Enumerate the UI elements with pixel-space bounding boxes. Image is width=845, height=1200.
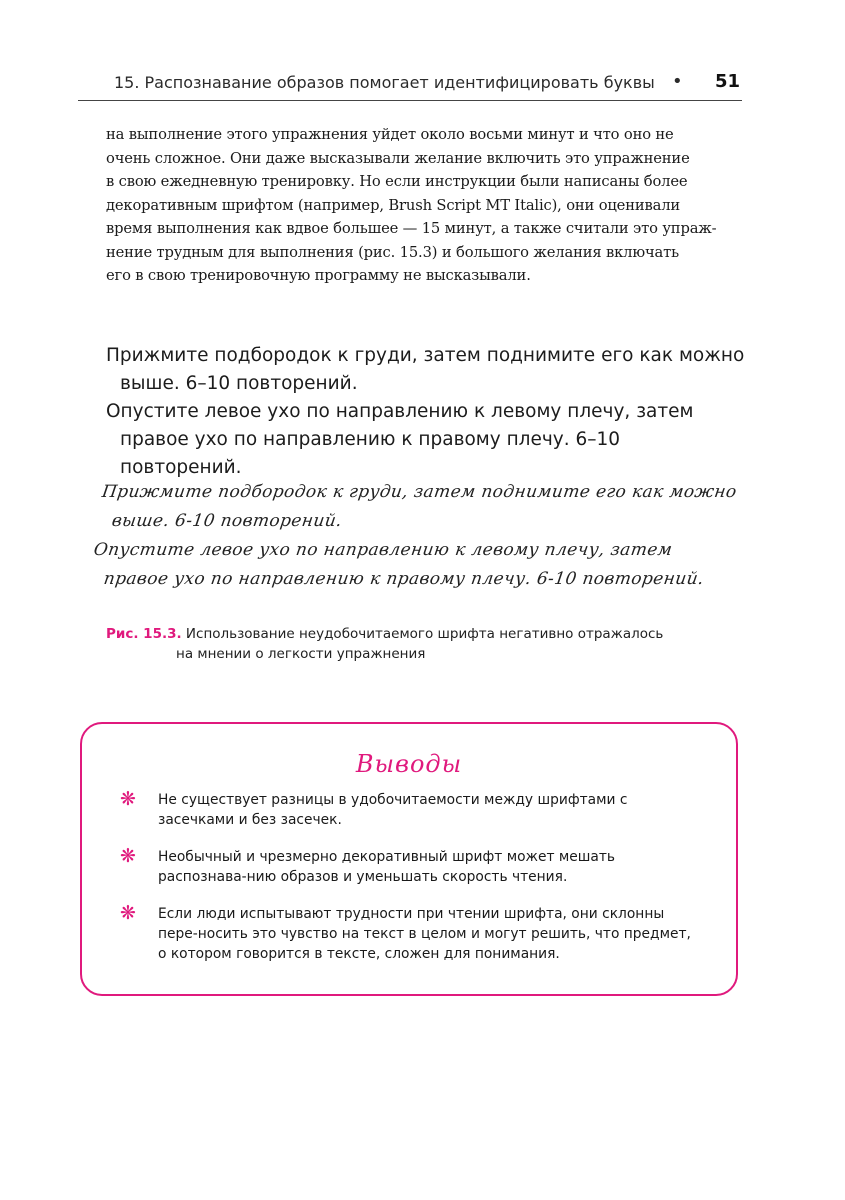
sans-sample-paragraph: Прижмите подбородок к груди, затем поднимите его как можно выше. 6–10 повторений.	[106, 345, 745, 394]
summary-item	[120, 904, 700, 964]
header-bullet: •	[672, 71, 683, 92]
body-line: его в свою тренировочную программу не высказывали.	[106, 267, 531, 284]
body-line: время выполнения как вдвое большее — 15 минут, а также считали это упраж-	[106, 220, 717, 237]
sans-sample-paragraph: Опустите левое ухо по направлению к левому плечу, затем правое ухо по направлению к правому плечу. 6–10 повторений.	[106, 401, 694, 478]
figure-script-sample	[88, 478, 744, 594]
body-line: очень сложное. Они даже высказывали желание включить это упражнение	[106, 149, 690, 167]
body-line: на выполнение этого упражнения уйдет около восьми минут и что оно не	[106, 126, 674, 143]
figure-sans-sample	[106, 342, 746, 482]
body-paragraph	[106, 123, 742, 288]
caption-label: Рис. 15.3.	[106, 626, 182, 642]
summary-item-text: Не существует разницы в удобочитаемости между шрифтами с засечками и без засечек.	[158, 792, 628, 828]
running-header	[78, 62, 742, 101]
summary-box	[80, 722, 738, 996]
caption-text-line2: на мнении о легкости упражнения	[176, 646, 426, 662]
page-number: 51	[714, 71, 740, 92]
summary-item	[120, 790, 700, 830]
summary-item	[120, 847, 700, 887]
summary-item-text: Если люди испытывают трудности при чтении шрифта, они склонны пере-носить это чувство на текст в целом и могут решить, что предмет, о котором говорится в тексте, сложен для понимания.	[158, 906, 691, 962]
script-sample-paragraph: Прижмите подбородок к груди, затем поднимите его как можно выше. 6-10 повторений.	[100, 482, 738, 531]
figure-caption	[106, 624, 706, 664]
caption-text-line1: Использование неудобочитаемого шрифта негативно отражалось	[185, 626, 664, 642]
asterisk-bullet-icon: ❋	[120, 902, 136, 924]
body-line: декоративным шрифтом (например, Brush Script MT Italic), они оценивали	[106, 196, 681, 214]
asterisk-bullet-icon: ❋	[120, 788, 136, 810]
script-sample-paragraph: Опустите левое ухо по направлению к левому плечу, затем правое ухо по направлению к правому плечу. 6-10 повторений.	[92, 540, 706, 589]
asterisk-bullet-icon: ❋	[120, 845, 136, 867]
summary-item-text: Необычный и чрезмерно декоративный шрифт может мешать распознава-нию образов и уменьшать скорость чтения.	[158, 849, 616, 885]
running-title: 15. Распознавание образов помогает идентифицировать буквы	[114, 73, 655, 92]
summary-list	[120, 790, 700, 981]
summary-title: Выводы	[355, 750, 463, 778]
body-line: в свою ежедневную тренировку. Но если инструкции были написаны более	[106, 173, 688, 190]
body-line: нение трудным для выполнения (рис. 15.3) и большого желания включать	[106, 243, 679, 261]
